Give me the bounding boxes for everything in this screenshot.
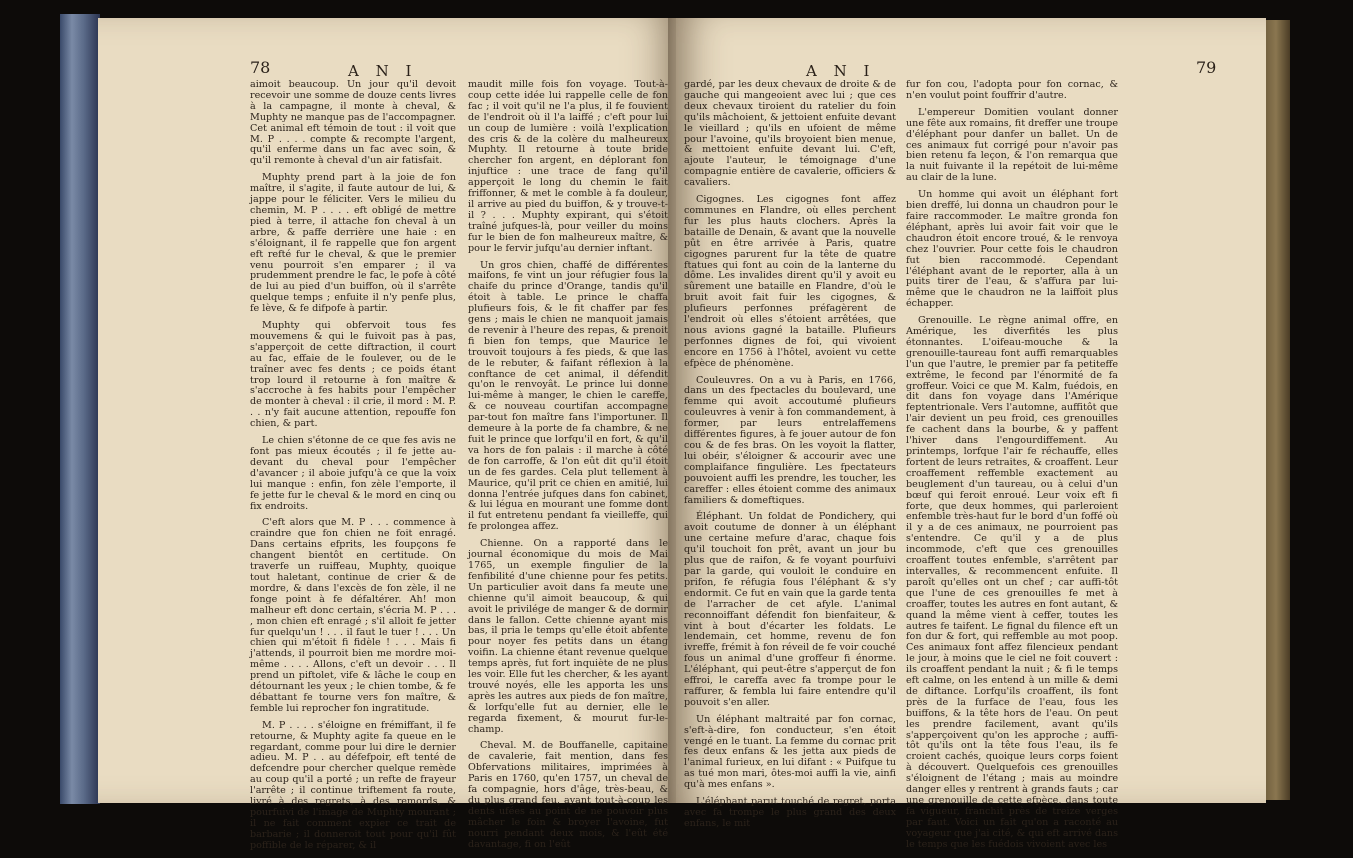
book-cover-left bbox=[60, 14, 100, 804]
paragraph: Cigognes. Les cigognes font affez communes en Flandre, où elles perchent fur les plus hauts clochers. Après la bataille de Denain, & avant que la nouvelle pût en être arrivée à Paris, quatre cigognes parurent fur la tête de quatre ftatues qui font au coin de la lanterne du dôme. Les invalides dirent qu'il y avoit eu sûrement une bataille en Flandre, d'où le bruit avoit fait fuir les cigognes, & plufieurs perfonnes préfagèrent de l'endroit où elles s'étoient arrêtées, que nous avions gagné la bataille. Plufieurs perfonnes dignes de foi, qui vivoient encore en 1756 à l'hôtel, avoient vu cette efpèce de phénomène. bbox=[684, 194, 896, 369]
left-column-1 bbox=[250, 80, 456, 858]
paragraph: Grenouille. Le règne animal offre, en Amérique, les diverfités les plus étonnantes. L'oifeau-mouche & la grenouille-taureau font auffi remarquables l'un que l'autre, le premier par fa petiteffe extrême, le fecond par l'énormité de fa groffeur. Voici ce que M. Kalm, fuédois, en dit dans fon voyage dans l'Amérique feptentrionale. Vers l'automne, auffitôt que l'air devient un peu froid, ces grenouilles fe cachent dans la bourbe, & y paffent l'hiver dans l'engourdiffement. Au printemps, lorfque l'air fe réchauffe, elles fortent de leurs retraites, & croaffent. Leur croaffement reffemble exactement au beuglement d'un taureau, ou à celui d'un bœuf qui feroit enroué. Leur voix eft fi forte, que deux hommes, qui parleroient enfemble très-haut fur le bord d'un foffé où il y a de ces animaux, ne pourroient pas s'entendre. Ce qu'il y a de plus incommode, c'eft que ces grenouilles croaffent toutes enfemble, s'arrêtent par intervalles, & recommencent enfuite. Il paroît qu'elles ont un chef ; car auffi-tôt que l'une de ces grenouilles fe met à croaffer, toutes les autres en font autant, & quand la même vient à ceffer, toutes les autres fe taifent. Le fignal du filence eft un fon dur & fort, qui reffemble au mot poop. Ces animaux font affez filencieux pendant le jour, à moins que le ciel ne foit couvert : ils croaffent pendant la nuit ; & fi le temps eft calme, on les entend à un mille & demi de diftance. Lorfqu'ils croaffent, ils font près de la furface de l'eau, fous les buiffons, & la tête hors de l'eau. On peut les prendre facilement, avant qu'ils s'apperçoivent qu'on les approche ; auffi-tôt qu'ils ont la tête fous l'eau, ils fe croient cachés, quoique leurs corps foient à découvert. Quelquefois ces grenouilles s'éloignent de l'étang ; mais au moindre danger elles y rentrent à grands fauts ; car une grenouille de cette efpèce, dans toute fa vigueur, franchit près de treize verges par faut. Voici un fait qu'on a raconté au voyageur que j'ai cité, & qui eft arrivé dans le temps que les fuédois vivoient avec les bbox=[906, 315, 1118, 850]
right-page bbox=[676, 18, 1266, 850]
paragraph: Le chien s'étonne de ce que fes avis ne font pas mieux écoutés ; il fe jette au-devant du cheval pour l'empêcher d'avancer ; il aboie jufqu'à ce que la voix lui manque : enfin, fon zèle l'emporte, il fe jette fur le cheval & le mord en cinq ou fix endroits. bbox=[250, 435, 456, 512]
paragraph: Muphty prend part à la joie de fon maître, il s'agite, il faute autour de lui, & jappe pour le féliciter. Vers le milieu du chemin, M. P . . . . eft obligé de mettre pied à terre, il attache fon cheval à un arbre, & paffe derrière une haie : en s'éloignant, il fe rappelle que fon argent eft refté fur le cheval, & que le premier venu pourroit s'en emparer ; il va prudemment prendre le fac, le pofe à côté de lui au pied d'un buiffon, où il s'arrête quelque temps ; enfuite il n'y penfe plus, fe lève, & fe difpofe à partir. bbox=[250, 172, 456, 315]
paragraph: Cheval. M. de Bouffanelle, capitaine de cavalerie, fait mention, dans fes Obfervations militaires, imprimées à Paris en 1760, qu'en 1757, un cheval de fa compagnie, hors d'âge, très-beau, & du plus grand feu, ayant tout-à-coup les dents ufées au point de ne pouvoir plus mâcher le foin & broyer l'avoine, fut nourri pendant deux mois, & l'eût été davantage, fi on l'eût bbox=[468, 740, 668, 850]
paragraph: C'eft alors que M. P . . . commence à craindre que fon chien ne foit enragé. Dans certains efprits, les foupçons fe changent bientôt en certitude. On traverfe un ruiffeau, Muphty, quoique tout haletant, continue de crier & de mordre, & dans l'excès de fon zèle, il ne fonge point à fe défaltérer. Ah! mon malheur eft donc certain, s'écria M. P . . . , mon chien eft enragé ; s'il alloit fe jetter fur quelqu'un ! . . . il faut le tuer ! . . . Un chien qui m'étoit fi fidèle ! . . . Mais fi j'attends, il pourroit bien me mordre moi-même . . . . Allons, c'eft un devoir . . . Il prend un piftolet, vife & lâche le coup en détournant les yeux ; le chien tombe, & fe débattant fe tourne vers fon maître, & femble lui reprocher fon ingratitude. bbox=[250, 517, 456, 714]
paragraph: fur fon cou, l'adopta pour fon cornac, & n'en voulut point fouffrir d'autre. bbox=[906, 79, 1118, 101]
paragraph: L'empereur Domitien voulant donner une fête aux romains, fit dreffer une troupe d'éléphant pour danfer un ballet. Un de ces animaux fut corrigé pour n'avoir pas bien retenu fa leçon, & l'on remarqua que la nuit fuivante il la repétoit de lui-même au clair de la lune. bbox=[906, 106, 1118, 184]
running-head-left: A N I bbox=[348, 62, 418, 80]
book-cover-right bbox=[1262, 20, 1290, 800]
paragraph: L'éléphant parut touché de regret, porta avec fa trompe le plus grand des deux enfans, le mit bbox=[684, 796, 896, 829]
left-column-2 bbox=[468, 80, 668, 857]
paragraph: Un homme qui avoit un éléphant fort bien dreffé, lui donna un chaudron pour le faire raccommoder. Le maître gronda fon éléphant, après lui avoir fait voir que le chaudron étoit encore troué, & le renvoya chez l'ouvrier. Pour cette fois le chaudron fut bien raccommodé. Cependant l'éléphant avant de le reporter, alla à un puits tirer de l'eau, & s'affura par lui-même que le chaudron ne la laiffoit plus échapper. bbox=[906, 189, 1118, 310]
paragraph: Éléphant. Un foldat de Pondichery, qui avoit coutume de donner à un éléphant une certaine mefure d'arac, chaque fois qu'il touchoit fon prêt, avant un jour bu plus que de raifon, & fe voyant pourfuivi par la garde, qui vouloit le conduire en prifon, fe réfugia fous l'éléphant & s'y endormit. Ce fut en vain que la garde tenta de l'arracher de cet afyle. L'animal reconnoiffant défendit fon bienfaiteur, & vint à bout d'écarter les foldats. Le lendemain, cet homme, revenu de fon ivreffe, frémit à fon réveil de fe voir couché fous un animal d'une groffeur fi énorme. L'éléphant, qui peut-être s'apperçut de fon effroi, le careffa avec fa trompe pour le raffurer, & fembla lui faire entendre qu'il pouvoit s'en aller. bbox=[684, 511, 896, 708]
paragraph: Un gros chien, chaffé de différentes maifons, fe vint un jour réfugier fous la chaife du prince d'Orange, tandis qu'il étoit à table. Le prince le chaffa plufieurs fois, & le fit chaffer par fes gens ; mais le chien ne manquoit jamais de revenir à l'heure des repas, & prenoit fi bien fon temps, que Maurice le trouvoit toujours à fes pieds, & que las de le rebuter, & faifant réflexion à la conftance de cet animal, il défendit qu'on le renvoyât. Le prince lui donne lui-même à manger, le chien le careffe, & ce nouveau courtifan accompagne par-tout fon maître fans l'importuner. Il demeure à la porte de fa chambre, & ne fuit le prince que lorfqu'il en fort, & qu'il va hors de fon palais : il marche à côté de fon carroffe, & l'on eût dit qu'il étoit un de fes gardes. Cela plut tellement à Maurice, qu'il prit ce chien en amitié, lui donna l'entrée jufques dans fon cabinet, & lui légua en mourant une fomme dont il fut entretenu pendant fa vieilleffe, qui fe prolongea affez. bbox=[468, 259, 668, 533]
paragraph: gardé, par les deux chevaux de droite & de gauche qui mangeoient avec lui ; que ces deux chevaux tiroient du ratelier du foin qu'ils mâchoient, & jettoient enfuite devant le vieillard ; qu'ils en ufoient de même pour l'avoine, qu'ils broyoient bien menue, & mettoient enfuite devant lui. C'eft, ajoute l'auteur, le témoignage d'une compagnie entière de cavalerie, officiers & cavaliers. bbox=[684, 79, 896, 189]
paragraph: maudit mille fois fon voyage. Tout-à-coup cette idée lui rappelle celle de fon fac ; il voit qu'il ne l'a plus, il fe fouvient de l'endroit où il l'a laiffé ; c'eft pour lui un coup de lumière : voilà l'explication des cris & de la colère du malheureux Muphty. Il retourne à toute bride chercher fon argent, en déplorant fon injuftice : une trace de fang qu'il apperçoit le long du chemin le fait friffonner, & met le comble à fa douleur, il arrive au pied du buiffon, & y trouve-t-il ? . . . Muphty expirant, qui s'étoit traîné jufques-là, pour veiller du moins fur le bien de fon malheureux maître, & pour le fervir jufqu'au dernier inftant. bbox=[468, 79, 668, 254]
right-column-2 bbox=[906, 80, 1118, 857]
page-number-right: 79 bbox=[1196, 58, 1217, 77]
paragraph: Un éléphant maltraité par fon cornac, s'eft-à-dire, fon conducteur, s'en étoit vengé en le tuant. La femme du cornac prit fes deux enfans & les jetta aux pieds de l'animal furieux, en lui difant : « Puifque tu as tué mon mari, ôtes-moi auffi la vie, ainfi qu'à mes enfans ». bbox=[684, 713, 896, 791]
paragraph: M. P . . . . s'éloigne en frémiffant, il fe retourne, & Muphty agite fa queue en le regardant, comme pour lui dire le dernier adieu. M. P . . au défefpoir, eft tenté de defcendre pour chercher quelque remède au coup qu'il a porté ; un refte de frayeur l'arrête ; il continue triftement fa route, livré à des regrets, à des remords, & pourfuivi de l'image de Muphty mourant ; il ne fait comment expier ce trait de barbarie ; il donneroit tout pour qu'il fût poffible de le réparer, & il bbox=[250, 719, 456, 851]
left-page bbox=[98, 18, 676, 851]
paragraph: aimoit beaucoup. Un jour qu'il devoit recevoir une somme de douze cents livres à la campagne, il monte à cheval, & Muphty ne manque pas de l'accompagner. Cet animal eft témoin de tout : il voit que M. P . . . . compte & recompte l'argent, qu'il enferme dans un fac avec soin, & qu'il remonte à cheval d'un air fatisfait. bbox=[250, 79, 456, 167]
paragraph: Chienne. On a rapporté dans le journal économique du mois de Mai 1765, un exemple fingulier de la fenfibilité d'une chienne pour fes petits. Un particulier avoit dans fa meute une chienne qu'il aimoit beaucoup, & qui avoit le privilége de manger & de dormir dans le fallon. Cette chienne ayant mis bas, il pria le temps qu'elle étoit abfente pour noyer fes petits dans un étang voifin. La chienne étant revenue quelque temps après, fut fort inquiète de ne plus les voir. Elle fut les chercher, & les ayant trouvé noyés, elle les apporta les uns après les autres aux pieds de fon maître, & lorfqu'elle fut au dernier, elle le regarda fixement, & mourut fur-le-champ. bbox=[468, 538, 668, 735]
running-head-right: A N I bbox=[806, 62, 876, 80]
paragraph: Muphty qui obfervoit tous fes mouvemens & qui le fuivoit pas à pas, s'apperçoit de cette diftraction, il court au fac, effaie de le foulever, ou de le traîner avec fes dents ; ce poids étant trop lourd il retourne à fon maître & s'accroche à fes habits pour l'empêcher de monter à cheval : il crie, il mord : M. P. . . n'y fait aucune attention, repouffe fon chien, & part. bbox=[250, 320, 456, 430]
paragraph: Couleuvres. On a vu à Paris, en 1766, dans un des fpectacles du boulevard, une femme qui avoit accoutumé plufieurs couleuvres à venir à fon commandement, à former, par leurs entrelaffemens différentes figures, à fe jouer autour de fon cou & de fes bras. On les voyoit la flatter, lui obéir, s'éloigner & accourir avec une complaifance fingulière. Les fpectateurs pouvoient auffi les prendre, les toucher, les careffer : elles étoient comme des animaux familiers & domeftiques. bbox=[684, 374, 896, 506]
right-column-1 bbox=[684, 80, 896, 836]
page-number-left: 78 bbox=[250, 58, 271, 77]
